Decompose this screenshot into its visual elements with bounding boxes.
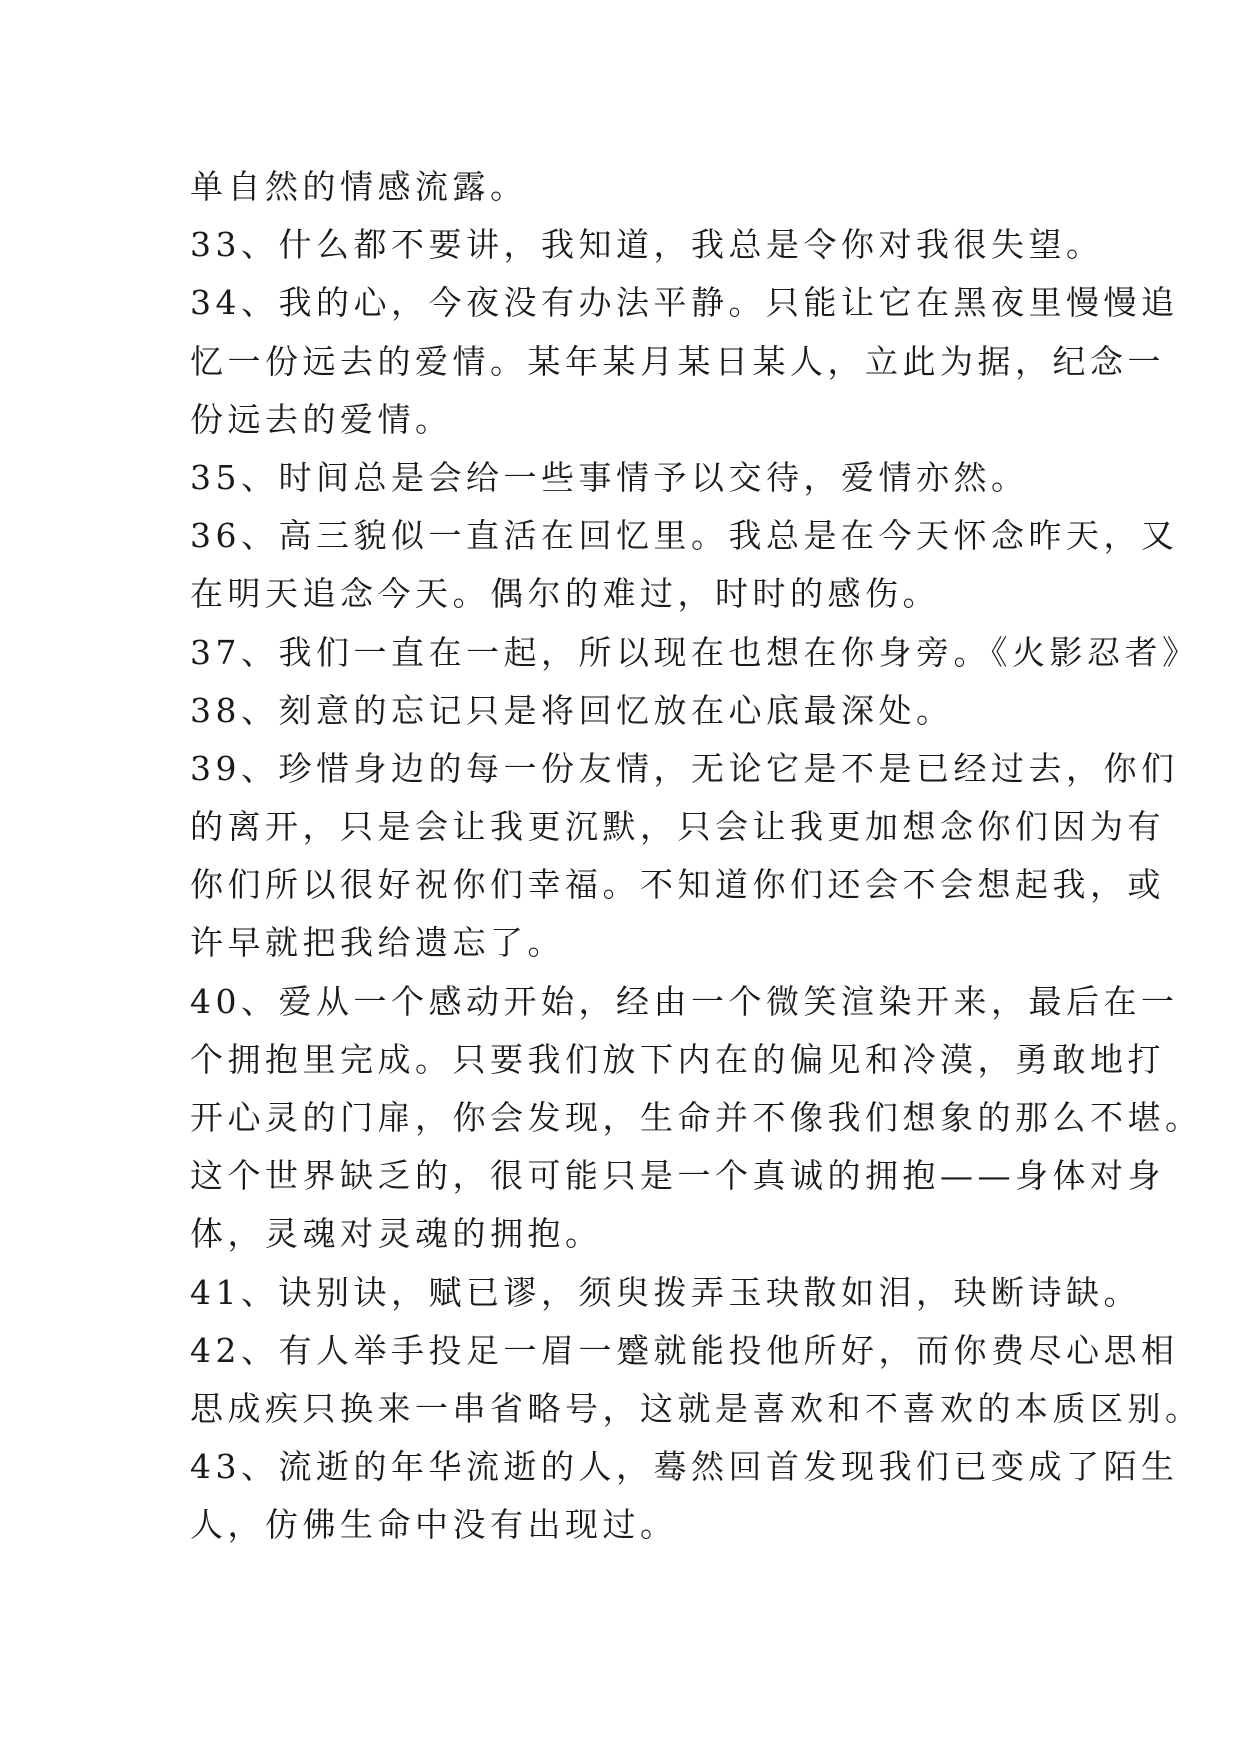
text-line: 43、流逝的年华流逝的人，蓦然回首发现我们已变成了陌生 <box>190 1447 1179 1487</box>
text-line: 人，仿佛生命中没有出现过。 <box>190 1505 678 1545</box>
text-line: 开心灵的门扉，你会发现，生命并不像我们想象的那么不堪。 <box>190 1098 1203 1137</box>
text-line: 42、有人举手投足一眉一蹙就能投他所好，而你费尽心思相 <box>190 1330 1179 1370</box>
text-line: 37、我们一直在一起，所以现在也想在你身旁。《火影忍者》 <box>190 632 1200 672</box>
text-line: 这个世界缺乏的，很可能只是一个真诚的拥抱——身体对身 <box>190 1156 1165 1196</box>
text-line: 你们所以很好祝你们幸福。不知道你们还会不会想起我，或 <box>190 865 1165 905</box>
text-line: 忆一份远去的爱情。某年某月某日某人，立此为据，纪念一 <box>190 341 1165 381</box>
text-line: 思成疾只换来一串省略号，这就是喜欢和不喜欢的本质区别。 <box>190 1388 1203 1428</box>
document-body <box>190 158 1203 1555</box>
text-line: 的离开，只是会让我更沉默，只会让我更加想念你们因为有 <box>190 807 1165 847</box>
text-line: 41、诀别诀，赋已谬，须臾拨弄玉玦散如泪，玦断诗缺。 <box>190 1272 1141 1312</box>
text-line: 在明天追念今天。偶尔的难过，时时的感伤。 <box>190 574 940 614</box>
text-line: 个拥抱里完成。只要我们放下内在的偏见和冷漠，勇敢地打 <box>190 1039 1165 1079</box>
text-line: 33、什么都不要讲，我知道，我总是令你对我很失望。 <box>190 225 1104 265</box>
text-line: 34、我的心，今夜没有办法平静。只能让它在黑夜里慢慢追 <box>190 283 1179 323</box>
text-line: 40、爱从一个感动开始，经由一个微笑渲染开来，最后在一 <box>190 981 1179 1021</box>
text-line: 份远去的爱情。 <box>190 399 453 439</box>
text-line: 许早就把我给遗忘了。 <box>190 923 565 963</box>
text-line: 35、时间总是会给一些事情予以交待，爱情亦然。 <box>190 457 1029 497</box>
text-line: 39、珍惜身边的每一份友情，无论它是不是已经过去，你们 <box>190 748 1179 788</box>
text-line: 单自然的情感流露。 <box>190 167 528 206</box>
text-line: 体，灵魂对灵魂的拥抱。 <box>190 1214 603 1254</box>
text-line: 36、高三貌似一直活在回忆里。我总是在今天怀念昨天，又 <box>190 516 1179 556</box>
text-line: 38、刻意的忘记只是将回忆放在心底最深处。 <box>190 690 954 730</box>
